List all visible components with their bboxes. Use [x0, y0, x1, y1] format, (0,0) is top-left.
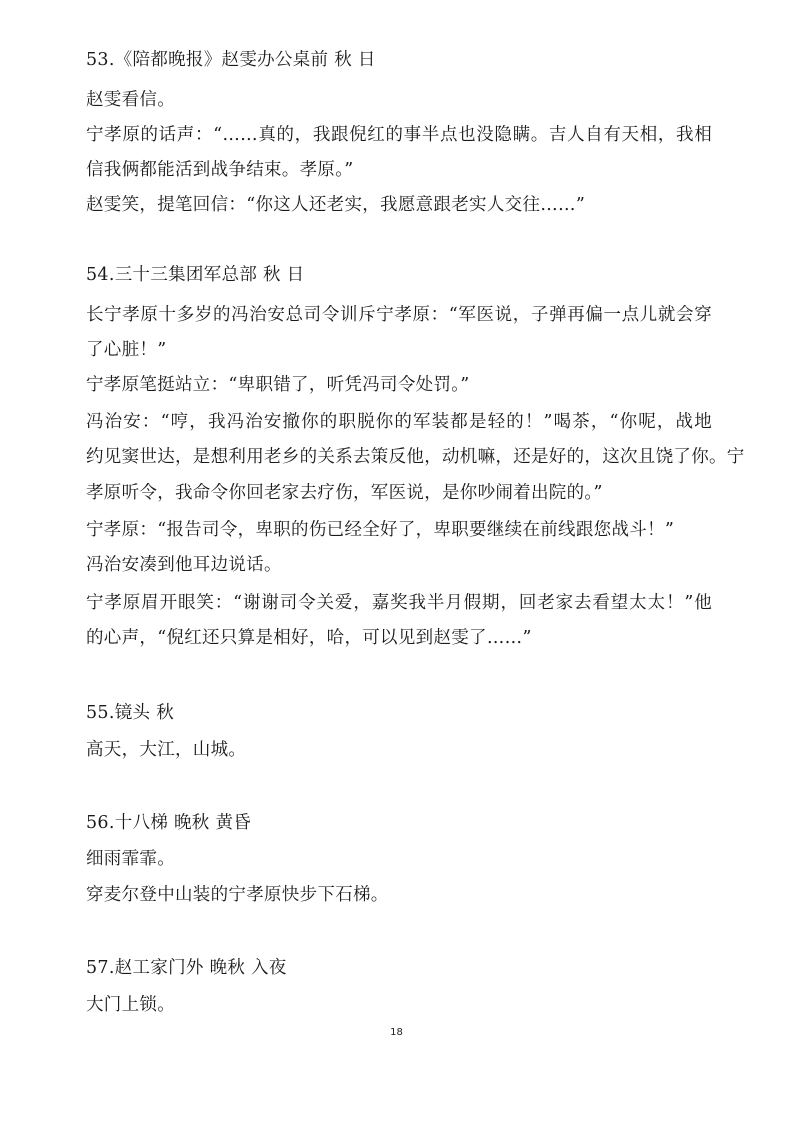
page-number: 18	[390, 1027, 403, 1038]
paragraph-line: 了心脏！”	[86, 340, 167, 360]
scene-heading: 53.《陪都晚报》赵雯办公桌前 秋 日	[86, 50, 376, 70]
paragraph-line: 孝原听令，我命令你回老家去疗伤，军医说，是你吵闹着出院的。”	[86, 483, 603, 503]
paragraph-line: 高天，大江，山城。	[86, 740, 247, 760]
paragraph-line: 长宁孝原十多岁的冯治安总司令训斥宁孝原：“军医说，子弹再偏一点儿就会穿	[86, 305, 712, 325]
paragraph-line: 宁孝原的话声：“……真的，我跟倪红的事半点也没隐瞒。吉人自有天相，我相	[86, 125, 712, 145]
paragraph-line: 宁孝原笔挺站立：“卑职错了，听凭冯司令处罚。”	[86, 375, 470, 395]
paragraph-line: 冯治安：“哼，我冯治安撤你的职脱你的军装都是轻的！”喝茶，“你呢，战地	[86, 412, 712, 432]
paragraph-line: 宁孝原眉开眼笑：“谢谢司令关爱，嘉奖我半月假期，回老家去看望太太！”他	[86, 593, 712, 613]
paragraph-line: 冯治安凑到他耳边说话。	[86, 555, 282, 575]
scene-heading: 56.十八梯 晚秋 黄昏	[86, 813, 252, 833]
paragraph-line: 赵雯笑，提笔回信：“你这人还老实，我愿意跟老实人交往……”	[86, 195, 586, 215]
scene-heading: 55.镜头 秋	[86, 703, 174, 723]
paragraph-line: 约见窦世达，是想利用老乡的关系去策反他，动机嘛，还是好的，这次且饶了你。宁	[86, 447, 745, 467]
paragraph-line: 宁孝原：“报告司令，卑职的伤已经全好了，卑职要继续在前线跟您战斗！”	[86, 520, 675, 540]
paragraph-line: 赵雯看信。	[86, 90, 175, 110]
paragraph-line: 细雨霏霏。	[86, 849, 175, 869]
paragraph-line: 穿麦尔登中山装的宁孝原快步下石梯。	[86, 885, 389, 905]
paragraph-line: 大门上锁。	[86, 995, 175, 1015]
scene-heading: 57.赵工家门外 晚秋 入夜	[86, 958, 287, 978]
scene-heading: 54.三十三集团军总部 秋 日	[86, 265, 305, 285]
paragraph-line: 信我俩都能活到战争结束。孝原。”	[86, 160, 354, 180]
paragraph-line: 的心声，“倪红还只算是相好，哈，可以见到赵雯了……”	[86, 628, 532, 648]
